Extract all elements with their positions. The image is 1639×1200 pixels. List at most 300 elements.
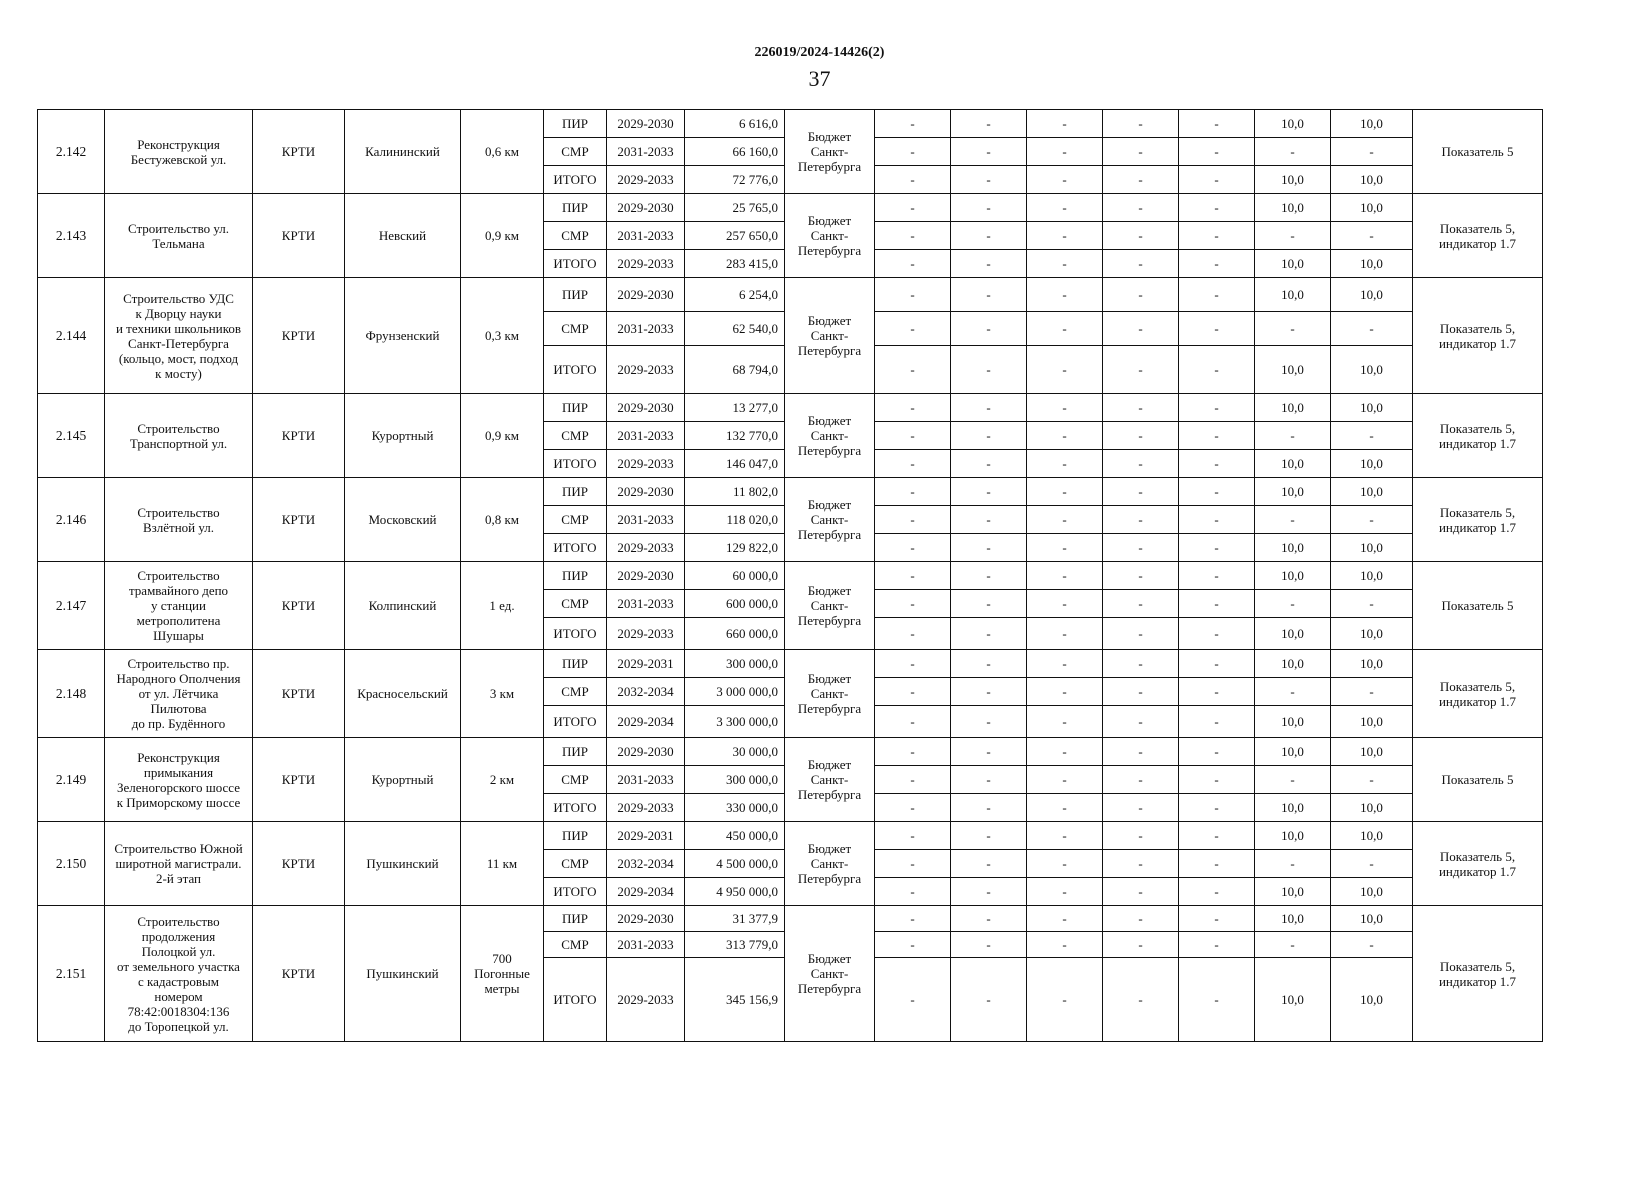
capacity: 700 Погонные метры bbox=[461, 906, 544, 1042]
year-value: - bbox=[1027, 590, 1103, 618]
customer: КРТИ bbox=[253, 906, 345, 1042]
year-value: 10,0 bbox=[1331, 562, 1413, 590]
funding-source: Бюджет Санкт- Петербурга bbox=[785, 906, 875, 1042]
stage-period: 2029-2030 bbox=[607, 738, 685, 766]
year-value: - bbox=[875, 346, 951, 394]
year-value: - bbox=[875, 394, 951, 422]
stage-total: 300 000,0 bbox=[685, 650, 785, 678]
stage-total: 450 000,0 bbox=[685, 822, 785, 850]
year-value: 10,0 bbox=[1255, 278, 1331, 312]
year-value: - bbox=[1331, 766, 1413, 794]
stage-total: 6 254,0 bbox=[685, 278, 785, 312]
stage-type: ПИР bbox=[544, 562, 607, 590]
year-value: 10,0 bbox=[1331, 822, 1413, 850]
year-value: - bbox=[1027, 706, 1103, 738]
funding-source: Бюджет Санкт- Петербурга bbox=[785, 738, 875, 822]
year-value: - bbox=[1179, 278, 1255, 312]
stage-period: 2031-2033 bbox=[607, 506, 685, 534]
table-row bbox=[38, 562, 1543, 590]
year-value: - bbox=[1027, 506, 1103, 534]
district: Курортный bbox=[345, 394, 461, 478]
indicator: Показатель 5 bbox=[1413, 738, 1543, 822]
year-value: - bbox=[951, 506, 1027, 534]
item-number: 2.150 bbox=[38, 822, 105, 906]
year-value: - bbox=[1027, 278, 1103, 312]
stage-period: 2029-2030 bbox=[607, 478, 685, 506]
year-value: - bbox=[1103, 678, 1179, 706]
stage-type: ПИР bbox=[544, 906, 607, 932]
stage-type: ПИР bbox=[544, 650, 607, 678]
indicator: Показатель 5 bbox=[1413, 562, 1543, 650]
stage-total: 72 776,0 bbox=[685, 166, 785, 194]
year-value: - bbox=[1103, 312, 1179, 346]
year-value: - bbox=[875, 958, 951, 1042]
year-value: - bbox=[875, 618, 951, 650]
year-value: - bbox=[1255, 422, 1331, 450]
year-value: - bbox=[875, 278, 951, 312]
object-name: Строительство продолжения Полоцкой ул. от земельного участка с кадастровым номером 78:42:0018304:136 до Торопецкой ул. bbox=[105, 906, 253, 1042]
item-number: 2.143 bbox=[38, 194, 105, 278]
stage-period: 2029-2033 bbox=[607, 250, 685, 278]
stage-total: 66 160,0 bbox=[685, 138, 785, 166]
stage-total: 30 000,0 bbox=[685, 738, 785, 766]
year-value: - bbox=[1103, 278, 1179, 312]
year-value: - bbox=[951, 138, 1027, 166]
capacity: 1 ед. bbox=[461, 562, 544, 650]
stage-total: 660 000,0 bbox=[685, 618, 785, 650]
indicator: Показатель 5, индикатор 1.7 bbox=[1413, 478, 1543, 562]
year-value: - bbox=[1027, 250, 1103, 278]
district: Пушкинский bbox=[345, 906, 461, 1042]
funding-source: Бюджет Санкт- Петербурга bbox=[785, 194, 875, 278]
capacity: 0,6 км bbox=[461, 110, 544, 194]
stage-period: 2029-2030 bbox=[607, 278, 685, 312]
district: Московский bbox=[345, 478, 461, 562]
year-value: - bbox=[1179, 906, 1255, 932]
item-number: 2.142 bbox=[38, 110, 105, 194]
stage-total: 600 000,0 bbox=[685, 590, 785, 618]
year-value: - bbox=[1179, 794, 1255, 822]
district: Калининский bbox=[345, 110, 461, 194]
year-value: - bbox=[1103, 932, 1179, 958]
object-name: Строительство Южной широтной магистрали. 2-й этап bbox=[105, 822, 253, 906]
year-value: - bbox=[1027, 878, 1103, 906]
table-row bbox=[38, 822, 1543, 850]
year-value: - bbox=[1103, 138, 1179, 166]
year-value: 10,0 bbox=[1331, 878, 1413, 906]
year-value: - bbox=[1027, 422, 1103, 450]
year-value: - bbox=[1027, 312, 1103, 346]
year-value: - bbox=[875, 194, 951, 222]
year-value: 10,0 bbox=[1255, 250, 1331, 278]
stage-type: СМР bbox=[544, 766, 607, 794]
stage-period: 2029-2033 bbox=[607, 618, 685, 650]
stage-type: ИТОГО bbox=[544, 706, 607, 738]
customer: КРТИ bbox=[253, 194, 345, 278]
year-value: - bbox=[951, 618, 1027, 650]
year-value: - bbox=[875, 794, 951, 822]
stage-total: 13 277,0 bbox=[685, 394, 785, 422]
stage-total: 345 156,9 bbox=[685, 958, 785, 1042]
capacity: 2 км bbox=[461, 738, 544, 822]
year-value: - bbox=[951, 958, 1027, 1042]
year-value: - bbox=[1027, 562, 1103, 590]
funding-source: Бюджет Санкт- Петербурга bbox=[785, 278, 875, 394]
year-value: - bbox=[875, 738, 951, 766]
stage-period: 2029-2030 bbox=[607, 906, 685, 932]
stage-total: 129 822,0 bbox=[685, 534, 785, 562]
year-value: - bbox=[1255, 590, 1331, 618]
stage-period: 2029-2033 bbox=[607, 166, 685, 194]
item-number: 2.151 bbox=[38, 906, 105, 1042]
year-value: - bbox=[951, 534, 1027, 562]
year-value: - bbox=[1103, 822, 1179, 850]
year-value: - bbox=[1255, 222, 1331, 250]
year-value: - bbox=[1103, 850, 1179, 878]
year-value: 10,0 bbox=[1255, 738, 1331, 766]
year-value: 10,0 bbox=[1331, 958, 1413, 1042]
year-value: - bbox=[875, 110, 951, 138]
year-value: 10,0 bbox=[1255, 534, 1331, 562]
year-value: - bbox=[951, 562, 1027, 590]
year-value: - bbox=[1331, 678, 1413, 706]
funding-source: Бюджет Санкт- Петербурга bbox=[785, 478, 875, 562]
year-value: - bbox=[1027, 766, 1103, 794]
year-value: - bbox=[1103, 478, 1179, 506]
year-value: 10,0 bbox=[1255, 562, 1331, 590]
stage-type: ИТОГО bbox=[544, 534, 607, 562]
indicator: Показатель 5, индикатор 1.7 bbox=[1413, 822, 1543, 906]
stage-period: 2029-2030 bbox=[607, 562, 685, 590]
year-value: 10,0 bbox=[1255, 110, 1331, 138]
object-name: Строительство трамвайного депо у станции метрополитена Шушары bbox=[105, 562, 253, 650]
table-row bbox=[38, 478, 1543, 506]
year-value: - bbox=[1179, 346, 1255, 394]
year-value: - bbox=[1027, 958, 1103, 1042]
year-value: - bbox=[951, 932, 1027, 958]
year-value: 10,0 bbox=[1331, 194, 1413, 222]
year-value: - bbox=[1103, 878, 1179, 906]
year-value: - bbox=[1103, 422, 1179, 450]
item-number: 2.149 bbox=[38, 738, 105, 822]
object-name: Строительство Взлётной ул. bbox=[105, 478, 253, 562]
stage-period: 2029-2033 bbox=[607, 958, 685, 1042]
year-value: - bbox=[1103, 506, 1179, 534]
stage-period: 2031-2033 bbox=[607, 932, 685, 958]
year-value: - bbox=[1027, 166, 1103, 194]
year-value: - bbox=[1255, 138, 1331, 166]
year-value: - bbox=[951, 878, 1027, 906]
year-value: 10,0 bbox=[1331, 346, 1413, 394]
year-value: 10,0 bbox=[1331, 394, 1413, 422]
year-value: - bbox=[951, 166, 1027, 194]
stage-total: 4 950 000,0 bbox=[685, 878, 785, 906]
table-row bbox=[38, 278, 1543, 312]
year-value: - bbox=[951, 766, 1027, 794]
stage-type: ПИР bbox=[544, 738, 607, 766]
year-value: - bbox=[1179, 194, 1255, 222]
funding-source: Бюджет Санкт- Петербурга bbox=[785, 650, 875, 738]
year-value: 10,0 bbox=[1331, 906, 1413, 932]
year-value: - bbox=[875, 766, 951, 794]
year-value: 10,0 bbox=[1255, 906, 1331, 932]
stage-type: ПИР bbox=[544, 394, 607, 422]
year-value: 10,0 bbox=[1331, 250, 1413, 278]
year-value: - bbox=[1331, 222, 1413, 250]
year-value: - bbox=[1027, 394, 1103, 422]
year-value: - bbox=[875, 932, 951, 958]
year-value: - bbox=[1027, 110, 1103, 138]
stage-type: ПИР bbox=[544, 278, 607, 312]
item-number: 2.144 bbox=[38, 278, 105, 394]
item-number: 2.147 bbox=[38, 562, 105, 650]
stage-period: 2029-2034 bbox=[607, 706, 685, 738]
year-value: - bbox=[951, 110, 1027, 138]
year-value: - bbox=[875, 878, 951, 906]
year-value: - bbox=[875, 706, 951, 738]
indicator: Показатель 5, индикатор 1.7 bbox=[1413, 278, 1543, 394]
year-value: - bbox=[951, 850, 1027, 878]
year-value: - bbox=[1027, 450, 1103, 478]
year-value: - bbox=[1179, 250, 1255, 278]
year-value: - bbox=[1103, 534, 1179, 562]
stage-period: 2031-2033 bbox=[607, 422, 685, 450]
year-value: - bbox=[951, 906, 1027, 932]
year-value: - bbox=[1103, 958, 1179, 1042]
year-value: - bbox=[1103, 394, 1179, 422]
year-value: - bbox=[1331, 850, 1413, 878]
capacity: 0,9 км bbox=[461, 394, 544, 478]
year-value: 10,0 bbox=[1255, 478, 1331, 506]
year-value: - bbox=[875, 562, 951, 590]
stage-period: 2029-2030 bbox=[607, 194, 685, 222]
capacity: 3 км bbox=[461, 650, 544, 738]
year-value: 10,0 bbox=[1331, 706, 1413, 738]
year-value: 10,0 bbox=[1331, 278, 1413, 312]
year-value: 10,0 bbox=[1331, 534, 1413, 562]
stage-period: 2029-2033 bbox=[607, 346, 685, 394]
stage-period: 2031-2033 bbox=[607, 222, 685, 250]
stage-period: 2029-2034 bbox=[607, 878, 685, 906]
year-value: - bbox=[1103, 222, 1179, 250]
year-value: - bbox=[875, 312, 951, 346]
object-name: Строительство УДС к Дворцу науки и техники школьников Санкт-Петербурга (кольцо, мост, подход к мосту) bbox=[105, 278, 253, 394]
year-value: - bbox=[1331, 138, 1413, 166]
year-value: - bbox=[1179, 932, 1255, 958]
year-value: - bbox=[1103, 562, 1179, 590]
table-row bbox=[38, 906, 1543, 932]
stage-type: ПИР bbox=[544, 822, 607, 850]
indicator: Показатель 5, индикатор 1.7 bbox=[1413, 650, 1543, 738]
year-value: - bbox=[1331, 312, 1413, 346]
stage-total: 313 779,0 bbox=[685, 932, 785, 958]
customer: КРТИ bbox=[253, 822, 345, 906]
year-value: - bbox=[1103, 794, 1179, 822]
stage-type: ИТОГО bbox=[544, 794, 607, 822]
year-value: - bbox=[951, 478, 1027, 506]
year-value: 10,0 bbox=[1255, 706, 1331, 738]
district: Курортный bbox=[345, 738, 461, 822]
funding-source: Бюджет Санкт- Петербурга bbox=[785, 110, 875, 194]
year-value: - bbox=[1027, 678, 1103, 706]
year-value: - bbox=[1331, 506, 1413, 534]
stage-type: СМР bbox=[544, 932, 607, 958]
stage-period: 2029-2030 bbox=[607, 110, 685, 138]
customer: КРТИ bbox=[253, 278, 345, 394]
year-value: - bbox=[1027, 932, 1103, 958]
stage-total: 132 770,0 bbox=[685, 422, 785, 450]
customer: КРТИ bbox=[253, 394, 345, 478]
stage-type: СМР bbox=[544, 590, 607, 618]
year-value: - bbox=[1179, 822, 1255, 850]
stage-total: 257 650,0 bbox=[685, 222, 785, 250]
year-value: - bbox=[951, 278, 1027, 312]
year-value: - bbox=[1179, 678, 1255, 706]
stage-period: 2031-2033 bbox=[607, 766, 685, 794]
year-value: - bbox=[1331, 422, 1413, 450]
stage-period: 2029-2031 bbox=[607, 650, 685, 678]
year-value: - bbox=[875, 450, 951, 478]
year-value: - bbox=[875, 534, 951, 562]
year-value: - bbox=[1179, 850, 1255, 878]
year-value: 10,0 bbox=[1255, 618, 1331, 650]
year-value: - bbox=[1179, 534, 1255, 562]
year-value: - bbox=[1255, 850, 1331, 878]
capacity: 11 км bbox=[461, 822, 544, 906]
year-value: - bbox=[1103, 618, 1179, 650]
funding-source: Бюджет Санкт- Петербурга bbox=[785, 822, 875, 906]
program-table bbox=[37, 109, 1543, 1042]
year-value: - bbox=[1179, 706, 1255, 738]
year-value: - bbox=[1179, 110, 1255, 138]
stage-total: 300 000,0 bbox=[685, 766, 785, 794]
year-value: 10,0 bbox=[1255, 394, 1331, 422]
year-value: - bbox=[1179, 958, 1255, 1042]
year-value: - bbox=[951, 738, 1027, 766]
year-value: - bbox=[1331, 932, 1413, 958]
stage-total: 60 000,0 bbox=[685, 562, 785, 590]
year-value: 10,0 bbox=[1331, 618, 1413, 650]
table-body bbox=[38, 110, 1543, 1042]
table-row bbox=[38, 110, 1543, 138]
year-value: - bbox=[1179, 562, 1255, 590]
year-value: - bbox=[951, 590, 1027, 618]
year-value: - bbox=[951, 312, 1027, 346]
year-value: - bbox=[1179, 738, 1255, 766]
year-value: 10,0 bbox=[1331, 794, 1413, 822]
district: Колпинский bbox=[345, 562, 461, 650]
stage-period: 2031-2033 bbox=[607, 312, 685, 346]
stage-type: ПИР bbox=[544, 194, 607, 222]
item-number: 2.145 bbox=[38, 394, 105, 478]
stage-total: 118 020,0 bbox=[685, 506, 785, 534]
object-name: Строительство Транспортной ул. bbox=[105, 394, 253, 478]
year-value: - bbox=[1027, 906, 1103, 932]
customer: КРТИ bbox=[253, 110, 345, 194]
year-value: 10,0 bbox=[1255, 450, 1331, 478]
year-value: - bbox=[1103, 450, 1179, 478]
stage-period: 2032-2034 bbox=[607, 678, 685, 706]
stage-total: 68 794,0 bbox=[685, 346, 785, 394]
year-value: - bbox=[1103, 250, 1179, 278]
year-value: - bbox=[875, 906, 951, 932]
year-value: - bbox=[1103, 706, 1179, 738]
year-value: - bbox=[1179, 138, 1255, 166]
stage-total: 62 540,0 bbox=[685, 312, 785, 346]
stage-type: СМР bbox=[544, 222, 607, 250]
district: Невский bbox=[345, 194, 461, 278]
year-value: - bbox=[1179, 590, 1255, 618]
year-value: - bbox=[951, 650, 1027, 678]
customer: КРТИ bbox=[253, 650, 345, 738]
stage-type: СМР bbox=[544, 138, 607, 166]
year-value: - bbox=[1103, 194, 1179, 222]
stage-period: 2029-2033 bbox=[607, 534, 685, 562]
year-value: - bbox=[1103, 346, 1179, 394]
year-value: - bbox=[1027, 194, 1103, 222]
stage-type: СМР bbox=[544, 850, 607, 878]
year-value: - bbox=[1255, 678, 1331, 706]
year-value: - bbox=[875, 590, 951, 618]
object-name: Строительство ул. Тельмана bbox=[105, 194, 253, 278]
year-value: 10,0 bbox=[1331, 650, 1413, 678]
stage-total: 146 047,0 bbox=[685, 450, 785, 478]
customer: КРТИ bbox=[253, 738, 345, 822]
stage-type: ПИР bbox=[544, 110, 607, 138]
district: Фрунзенский bbox=[345, 278, 461, 394]
year-value: - bbox=[1103, 166, 1179, 194]
year-value: - bbox=[1027, 346, 1103, 394]
year-value: - bbox=[1103, 650, 1179, 678]
stage-total: 3 000 000,0 bbox=[685, 678, 785, 706]
year-value: - bbox=[1179, 312, 1255, 346]
year-value: - bbox=[875, 138, 951, 166]
year-value: - bbox=[951, 450, 1027, 478]
year-value: - bbox=[951, 678, 1027, 706]
funding-source: Бюджет Санкт- Петербурга bbox=[785, 562, 875, 650]
capacity: 0,3 км bbox=[461, 278, 544, 394]
year-value: - bbox=[1179, 650, 1255, 678]
year-value: - bbox=[875, 478, 951, 506]
stage-total: 25 765,0 bbox=[685, 194, 785, 222]
year-value: - bbox=[875, 222, 951, 250]
page-number: 37 bbox=[808, 66, 831, 91]
year-value: - bbox=[1179, 878, 1255, 906]
stage-type: СМР bbox=[544, 422, 607, 450]
indicator: Показатель 5, индикатор 1.7 bbox=[1413, 906, 1543, 1042]
year-value: - bbox=[1255, 766, 1331, 794]
year-value: - bbox=[951, 346, 1027, 394]
year-value: 10,0 bbox=[1331, 738, 1413, 766]
year-value: - bbox=[1179, 450, 1255, 478]
stage-type: ИТОГО bbox=[544, 878, 607, 906]
year-value: 10,0 bbox=[1255, 958, 1331, 1042]
year-value: 10,0 bbox=[1331, 110, 1413, 138]
year-value: - bbox=[1027, 222, 1103, 250]
table-row bbox=[38, 738, 1543, 766]
year-value: 10,0 bbox=[1255, 346, 1331, 394]
object-name: Реконструкция примыкания Зеленогорского шоссе к Приморскому шоссе bbox=[105, 738, 253, 822]
stage-period: 2031-2033 bbox=[607, 590, 685, 618]
item-number: 2.148 bbox=[38, 650, 105, 738]
stage-period: 2029-2030 bbox=[607, 394, 685, 422]
stage-type: ИТОГО bbox=[544, 346, 607, 394]
table-row bbox=[38, 394, 1543, 422]
year-value: - bbox=[1103, 110, 1179, 138]
stage-period: 2029-2033 bbox=[607, 450, 685, 478]
stage-type: СМР bbox=[544, 678, 607, 706]
object-name: Строительство пр. Народного Ополчения от ул. Лётчика Пилютова до пр. Будённого bbox=[105, 650, 253, 738]
